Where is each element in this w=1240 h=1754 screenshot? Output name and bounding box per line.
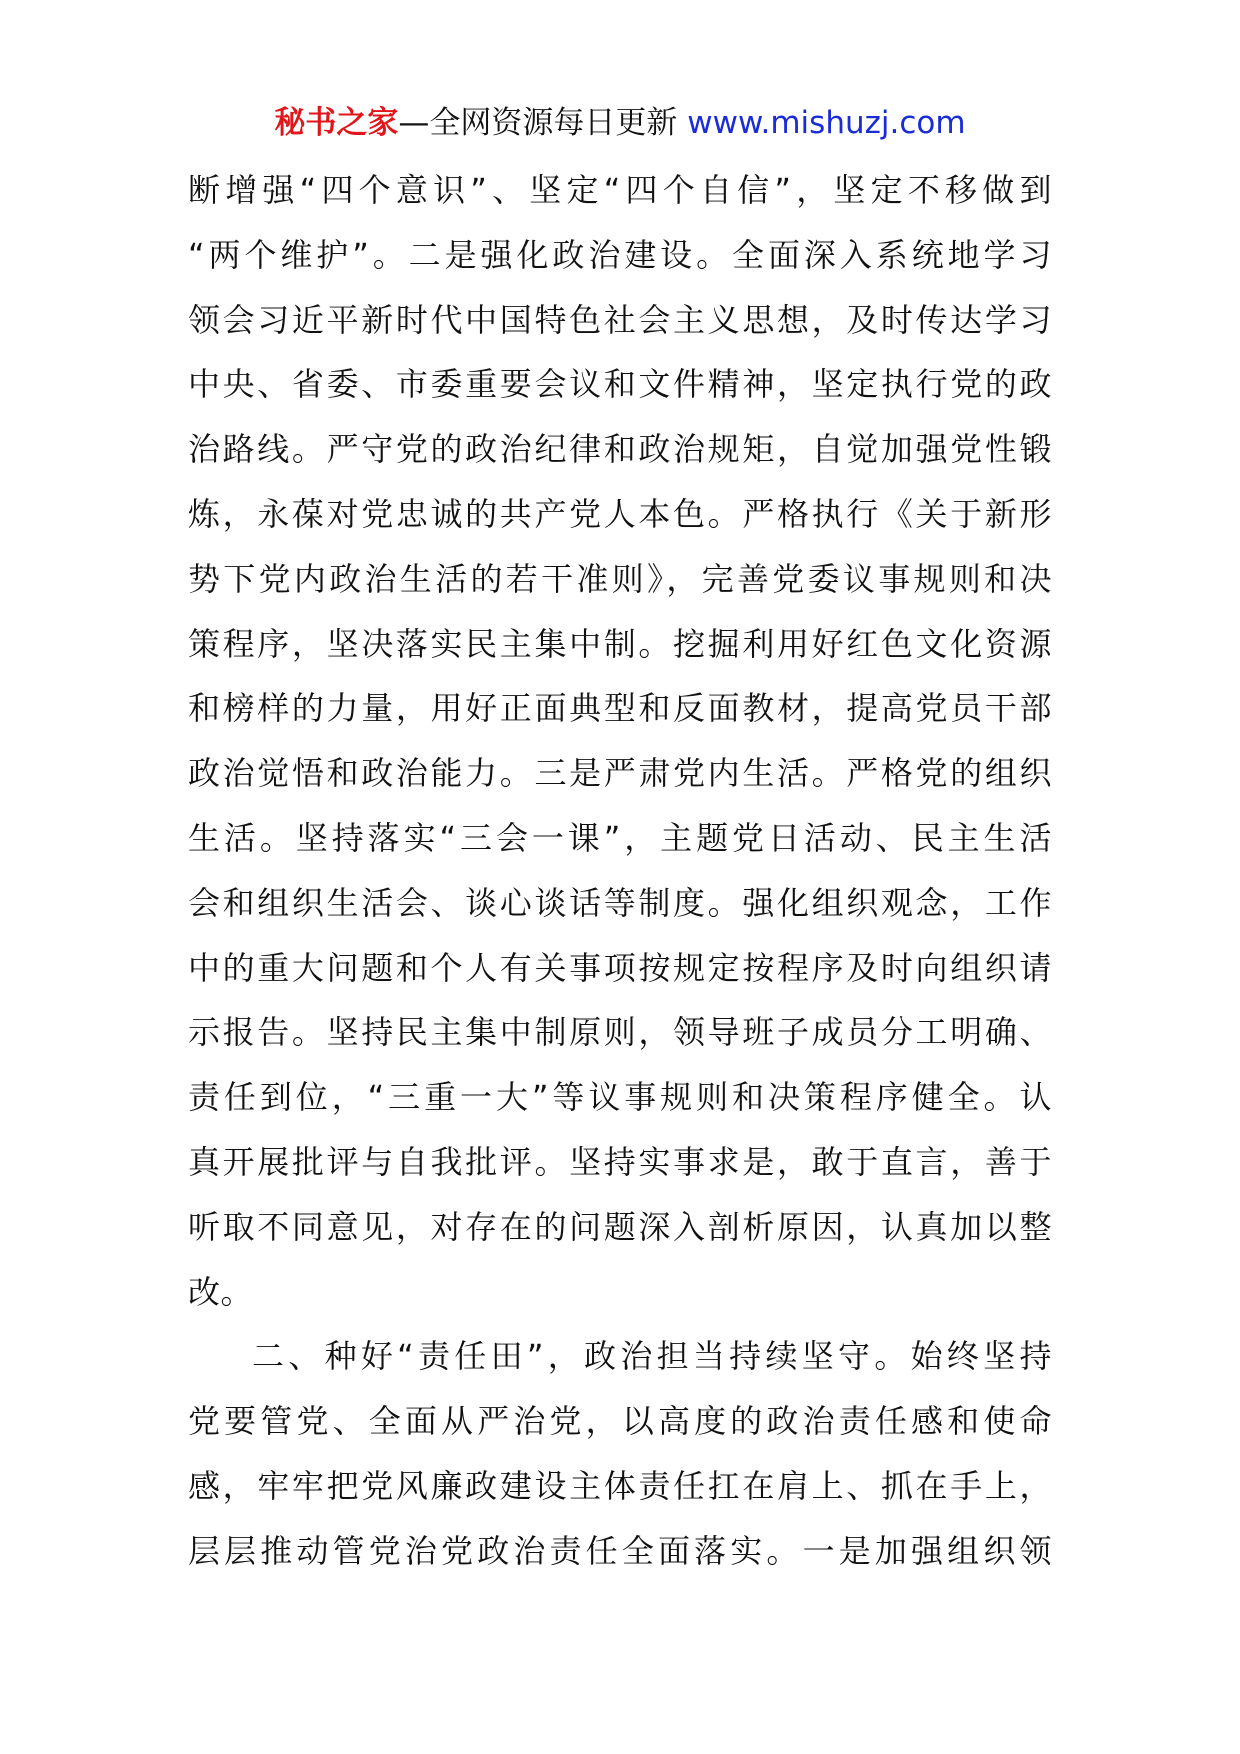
text-line: 炼，永葆对党忠诚的共产党人本色。严格执行《关于新形 (188, 494, 1052, 533)
text-line: 会和组织生活会、谈心谈话等制度。强化组织观念，工作 (188, 883, 1052, 922)
text-line: 中的重大问题和个人有关事项按规定按程序及时向组织请 (188, 948, 1052, 987)
text-line: 党要管党、全面从严治党，以高度的政治责任感和使命 (188, 1402, 1052, 1441)
text-line: 中央、省委、市委重要会议和文件精神，坚定执行党的政 (188, 365, 1052, 404)
text-line: 领会习近平新时代中国特色社会主义思想，及时传达学习 (188, 300, 1052, 339)
text-line: 政治觉悟和政治能力。三是严肃党内生活。严格党的组织 (188, 754, 1052, 793)
brand-name: 秘书之家 (274, 105, 399, 141)
text-line: 示报告。坚持民主集中制原则，领导班子成员分工明确、 (188, 1013, 1052, 1052)
text-line: 真开展批评与自我批评。坚持实事求是，敢于直言，善于 (188, 1142, 1052, 1181)
text-line: 势下党内政治生活的若干准则》，完善党委议事规则和决 (188, 559, 1052, 598)
text-line: 治路线。严守党的政治纪律和政治规矩，自觉加强党性锻 (188, 430, 1052, 469)
text-line: 策程序，坚决落实民主集中制。挖掘利用好红色文化资源 (188, 624, 1052, 663)
text-line: 断增强“四个意识”、坚定“四个自信”，坚定不移做到 (188, 171, 1052, 209)
site-link[interactable]: www.mishuzj.com (687, 105, 966, 141)
text-line: 层层推动管党治党政治责任全面落实。一是加强组织领 (188, 1531, 1052, 1570)
text-line: 感，牢牢把党风廉政建设主体责任扛在肩上、抓在手上， (188, 1466, 1052, 1505)
text-line: 责任到位，“三重一大”等议事规则和决策程序健全。认 (188, 1078, 1052, 1117)
header-tagline: —全网资源每日更新 (398, 105, 678, 141)
text-line: 改。 (188, 1272, 254, 1311)
page-header (0, 98, 1240, 148)
text-line: 生活。坚持落实“三会一课”，主题党日活动、民主生活 (188, 818, 1052, 857)
section-heading-line: 二、种好“责任田”，政治担当持续坚守。始终坚持 (252, 1337, 1052, 1376)
document-body (188, 158, 1052, 1584)
text-line: “两个维护”。二是强化政治建设。全面深入系统地学习 (188, 235, 1052, 274)
text-line: 听取不同意见，对存在的问题深入剖析原因，认真加以整 (188, 1207, 1052, 1246)
text-line: 和榜样的力量，用好正面典型和反面教材，提高党员干部 (188, 689, 1052, 728)
